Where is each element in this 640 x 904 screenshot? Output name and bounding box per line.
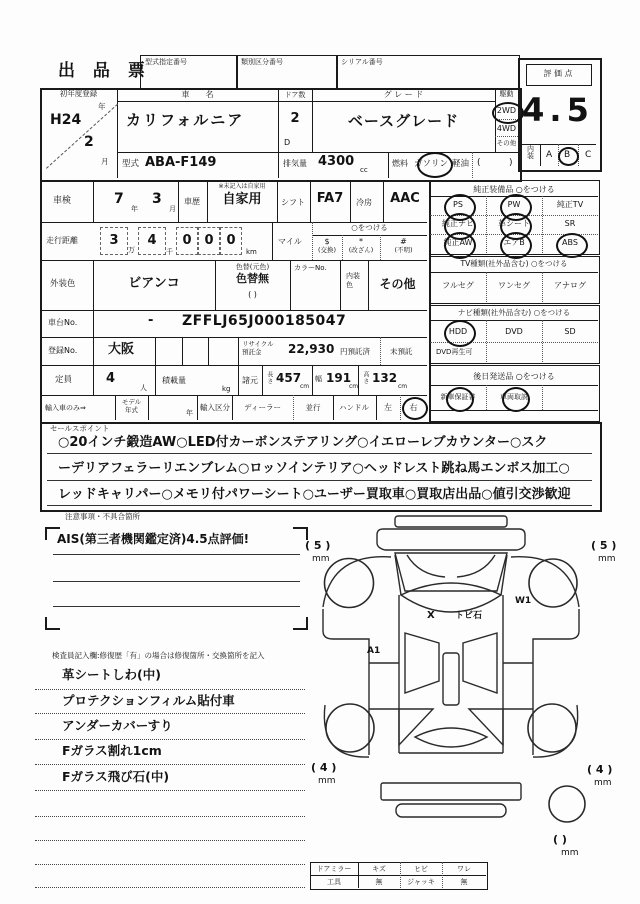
car-name-label: 車 名 xyxy=(181,90,214,99)
interior-label: 内 装 xyxy=(527,145,534,160)
reg-no-label: 登録No. xyxy=(48,346,78,355)
windshield-stone-chip-note: トビ石 xyxy=(455,611,483,621)
interior-grade-c: C xyxy=(585,150,592,160)
inspector-item-3: アンダーカバーすり xyxy=(62,718,173,733)
ac-label: 冷房 xyxy=(356,198,372,207)
recycle-label: リサイクル 預託金 xyxy=(242,340,274,357)
displacement-label: 排気量 xyxy=(283,159,307,168)
shift-value: FA7 xyxy=(316,191,344,206)
spare-tread: ( ) xyxy=(553,833,567,846)
mileage-digit-4: 0 xyxy=(198,227,220,255)
field-serial-number xyxy=(336,55,520,90)
tools-label: 工具 xyxy=(327,878,341,886)
mileage-unit-man: 万 xyxy=(128,246,135,254)
import-class-label: 輸入区分 xyxy=(200,403,230,412)
field-type-designation xyxy=(140,55,238,90)
tv-analog: アナログ xyxy=(554,281,586,290)
exterior-color-label: 外装色 xyxy=(50,279,76,289)
shaken-year-unit: 年 xyxy=(131,205,138,213)
front-right-tread: ( 5 ) xyxy=(591,539,617,552)
model-year-unit: 年 xyxy=(186,409,193,417)
equip-aw: 純正AW xyxy=(443,238,473,247)
fuel-label: 燃料 xyxy=(392,159,408,168)
tools-value: 無 xyxy=(375,878,383,886)
import-dealer-option: ディーラー xyxy=(244,403,281,412)
mileage-digit-1: 3 xyxy=(100,227,128,255)
interior-grade-a: A xyxy=(546,150,553,160)
sales-points-title: セールスポイント xyxy=(50,424,110,433)
handle-right-circle-mark xyxy=(402,397,428,420)
tv-type-title: TV種類(社外品含む) ○をつける xyxy=(460,259,568,268)
navi-type-title: ナビ種類(社外品含む) ○をつける xyxy=(457,308,571,317)
drive-label: 駆動 xyxy=(499,90,514,98)
windshield-x-mark: X xyxy=(427,610,435,621)
exterior-color: ビアンコ xyxy=(128,276,180,291)
mileage-unit-sen: 千 xyxy=(166,248,173,256)
mileage-opt3-symbol: # xyxy=(400,237,407,246)
mileage-label: 走行距離 xyxy=(46,236,78,245)
doors-label: ドア数 xyxy=(284,91,306,99)
fuel-gasoline: ガソリン xyxy=(414,159,449,169)
load-label: 積載量 xyxy=(162,376,186,385)
navi-sd: SD xyxy=(564,327,576,336)
mileage-unit-km: km xyxy=(246,248,257,256)
drive-2wd-circle-mark xyxy=(492,102,524,124)
inspector-title: 検査員記入欄:修復歴「有」の場合は修復箇所・交換箇所を記入 xyxy=(52,651,265,660)
evaluation-label: 評 価 点 xyxy=(543,69,573,78)
displacement-value: 4300 xyxy=(318,154,355,169)
field-label: 類別区分番号 xyxy=(241,58,283,66)
width-unit: cm xyxy=(349,383,359,390)
rear-left-tread: ( 4 ) xyxy=(311,761,337,774)
drive-other: その他 xyxy=(496,139,517,147)
inspector-blank-line xyxy=(35,840,305,841)
navi-hdd: HDD xyxy=(448,327,468,336)
capacity-label: 定員 xyxy=(55,375,73,385)
mileage-opt1-symbol: $ xyxy=(324,237,330,246)
mirror-break: ワレ xyxy=(457,865,471,873)
doors-value: 2 xyxy=(290,111,300,126)
interior-color-label: 内装 色 xyxy=(346,272,360,290)
mirror-label: ドアミラー xyxy=(316,865,352,873)
shift-label: シフト xyxy=(281,198,305,207)
color-change-value: 色替無 xyxy=(236,272,269,285)
sales-line-2: ーデリアフェラーリエンブレム○ロッソインテリア○ヘッドレスト跳ね馬エンボス加工○ xyxy=(58,461,570,476)
equip-abs-circle-mark xyxy=(556,233,588,258)
interior-grade-b: B xyxy=(564,150,571,160)
equip-abs: ABS xyxy=(562,238,578,247)
field-class-number xyxy=(236,55,338,90)
mileage-mile-label: マイル xyxy=(278,237,302,246)
width-label: 幅 xyxy=(315,375,322,383)
width-value: 191 xyxy=(326,371,352,385)
notes-title: 注意事項・不具合箇所 xyxy=(65,512,140,521)
first-reg-month-unit: 月 xyxy=(101,157,109,166)
model-code: ABA-F149 xyxy=(145,155,217,170)
equip-leather: 革シート xyxy=(498,219,530,228)
drive-2wd: 2WD xyxy=(496,106,517,115)
notes-line-1: AIS(第三者機関鑑定済)4.5点評価! xyxy=(57,532,250,546)
shipping-manual-circle-mark xyxy=(502,387,530,412)
history-label: 車歴 xyxy=(184,197,200,206)
field-label: 型式指定番号 xyxy=(145,58,187,66)
height-value: 132 xyxy=(372,371,398,385)
rear-right-tread: ( 4 ) xyxy=(587,763,613,776)
inspector-item-4: Fガラス割れ1cm xyxy=(62,743,162,758)
fuel-paren-open: ( xyxy=(477,158,481,168)
first-reg-label: 初年度登録 xyxy=(59,89,98,98)
navi-hdd-circle-mark xyxy=(444,320,476,347)
displacement-unit: cc xyxy=(360,166,368,174)
sales-line-3: レッドキャリパー○メモリ付パワーシート○ユーザー買取車○買取店出品○値引交渉歓迎 xyxy=(58,487,571,502)
shaken-month-unit: 月 xyxy=(169,205,176,213)
inspector-item-2: プロテクションフィルム貼付車 xyxy=(62,693,235,708)
page-title: 出 品 票 xyxy=(58,61,151,81)
front-left-tread: ( 5 ) xyxy=(305,539,331,552)
ac-value: AAC xyxy=(390,191,420,206)
first-reg-year-unit: 年 xyxy=(98,102,106,111)
color-no-label: カラーNo. xyxy=(294,264,327,272)
handle-left-option: 左 xyxy=(384,403,392,412)
front-right-tread-unit: mm xyxy=(598,554,616,564)
equip-tv: 純正TV xyxy=(556,200,584,209)
fuel-diesel: 軽油 xyxy=(452,159,470,169)
recycle-value: 22,930 xyxy=(288,342,335,356)
equip-sr: SR xyxy=(564,219,576,228)
equip-navi: 純正ナビ xyxy=(442,219,474,228)
inspector-blank-line xyxy=(35,864,305,865)
color-change-paren: ( ) xyxy=(248,290,257,299)
sales-line-1: ○20インチ鍛造AW○LED付カーボンステアリング○イエローレブカウンター○スク xyxy=(58,435,548,450)
doors-sub: D xyxy=(284,138,291,147)
reg-no-value: 大阪 xyxy=(108,342,135,357)
inspector-item-5: Fガラス飛び石(中) xyxy=(62,769,170,784)
jack-value: 無 xyxy=(460,878,468,886)
later-shipping-title: 後日発送品 ○をつける xyxy=(473,372,555,381)
interior-color: その他 xyxy=(379,277,416,291)
tv-oneseg: ワンセグ xyxy=(498,281,530,290)
jack-label: ジャッキ xyxy=(407,878,435,886)
mileage-opt2-symbol: * xyxy=(359,237,363,246)
model-code-label: 型式 xyxy=(122,159,140,169)
interior-grade-b-circle-mark xyxy=(558,147,579,166)
navi-dvd: DVD xyxy=(505,327,523,336)
equip-ps: PS xyxy=(453,200,463,209)
drive-4wd: 4WD xyxy=(496,124,517,133)
damage-code-a1: A1 xyxy=(367,646,381,656)
mileage-opt2-label: (改ざん) xyxy=(348,246,374,254)
shipping-warranty-circle-mark xyxy=(446,387,474,412)
mileage-digit-3: 0 xyxy=(176,227,198,255)
capacity-unit: 人 xyxy=(140,384,147,392)
oem-equipment-title: 純正装備品 ○をつける xyxy=(473,185,555,194)
tv-fullseg: フルセグ xyxy=(442,281,474,290)
car-name: カリフォルニア xyxy=(126,111,245,129)
rear-right-tread-unit: mm xyxy=(594,778,612,788)
shipping-manual: 車両取説 xyxy=(500,393,528,401)
handle-right-option: 右 xyxy=(409,403,418,412)
import-parallel-option: 並行 xyxy=(305,403,321,412)
mileage-opt3-label: (不明) xyxy=(394,246,413,254)
fuel-gasoline-circle-mark xyxy=(417,152,453,178)
length-label: 長さ xyxy=(265,371,273,385)
equip-aw-circle-mark xyxy=(444,232,476,259)
chassis-no-value: ZFFLJ65J000185047 xyxy=(182,313,347,329)
mileage-opt1-label: (交換) xyxy=(317,246,337,254)
color-change-label: 色替(元色) xyxy=(235,263,270,271)
grade-value: ベースグレード xyxy=(347,112,460,130)
load-unit: kg xyxy=(222,385,231,393)
evaluation-score: 4.5 xyxy=(522,91,594,129)
inspection-table xyxy=(40,180,431,424)
shaken-label: 車検 xyxy=(53,196,72,206)
mirror-scratch: キズ xyxy=(372,865,386,873)
shaken-year: 7 xyxy=(114,191,124,207)
chassis-no-label: 車台No. xyxy=(48,318,78,327)
spec-label: 諸元 xyxy=(242,376,258,385)
car-diagram xyxy=(303,513,640,861)
first-reg-month: 2 xyxy=(84,134,94,150)
model-year-label: モデル 年式 xyxy=(121,398,142,415)
inspector-blank-line xyxy=(35,816,305,817)
equip-airbag: エアB xyxy=(503,238,525,247)
inspector-blank-line xyxy=(35,887,305,888)
field-label: シリアル番号 xyxy=(341,58,383,66)
capacity-value: 4 xyxy=(106,371,116,386)
rear-left-tread-unit: mm xyxy=(318,776,336,786)
history-value: 自家用 xyxy=(222,192,262,207)
shaken-month: 3 xyxy=(152,191,162,207)
mileage-circle-note: ○をつける xyxy=(351,223,388,232)
recycle-paid-option: 円預託済 xyxy=(340,347,370,356)
spare-tread-unit: mm xyxy=(561,848,579,858)
history-note: ※未記入は自家用 xyxy=(218,183,266,190)
length-unit: cm xyxy=(300,383,310,390)
mileage-digit-5: 0 xyxy=(220,227,242,255)
chassis-no-dash: - xyxy=(148,313,154,328)
damage-code-w1: W1 xyxy=(515,596,532,606)
height-unit: cm xyxy=(398,383,408,390)
height-label: 高さ xyxy=(361,371,369,385)
equip-pw: PW xyxy=(507,200,521,209)
front-left-tread-unit: mm xyxy=(312,554,330,564)
handle-label: ハンドル xyxy=(339,403,369,412)
shipping-warranty: 新車保証書 xyxy=(440,393,476,401)
recycle-unpaid-option: 未預託 xyxy=(390,347,413,356)
import-only-label: 輸入車のみ⇒ xyxy=(45,404,86,412)
mirror-crack: ヒビ xyxy=(414,865,428,873)
length-value: 457 xyxy=(276,371,302,385)
mileage-digit-2: 4 xyxy=(138,227,166,255)
fuel-paren-close: ) xyxy=(509,158,513,168)
inspector-item-1: 革シートしわ(中) xyxy=(62,667,161,682)
first-reg-year: H24 xyxy=(50,112,82,128)
equip-airbag-circle-mark xyxy=(500,232,532,259)
grade-label: グ レ ー ド xyxy=(383,90,424,99)
navi-dvd-note: DVD再生可 xyxy=(436,348,473,356)
